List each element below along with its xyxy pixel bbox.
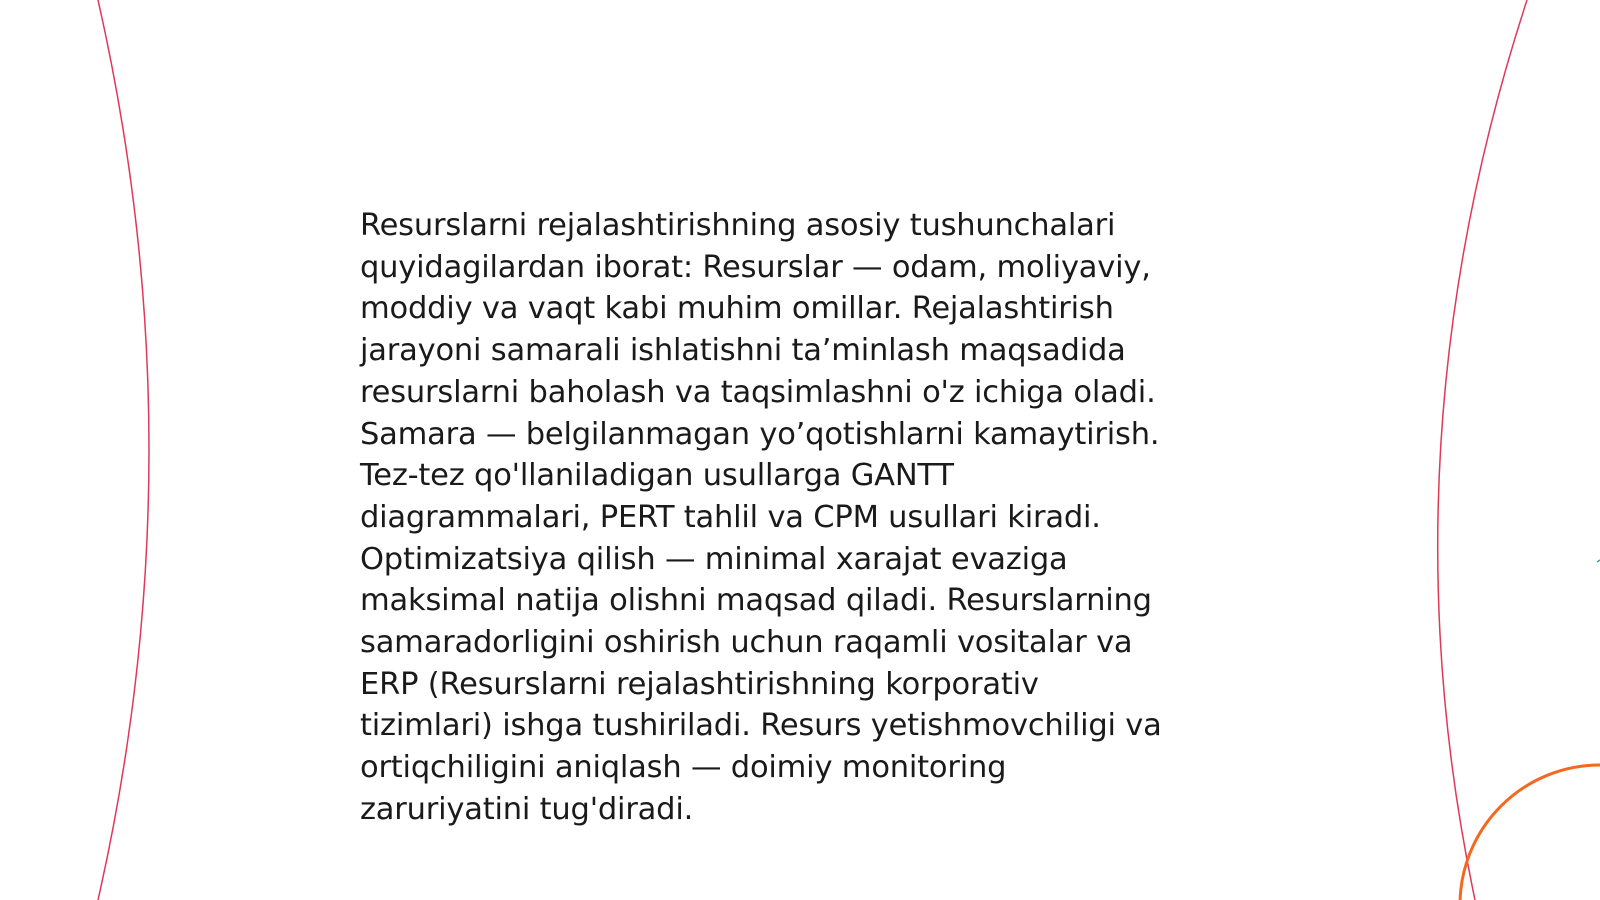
right-arc (1438, 0, 1527, 900)
orange-circle-arc (1460, 765, 1600, 900)
left-arc (98, 0, 149, 900)
body-text: Resurslarni rejalashtirishning asosiy tushunchalari quyidagilardan iborat: Resurslar — odam, moliyaviy, moddiy va vaqt kabi muhim omillar. Rejalashtirish jarayoni samarali ishlatishni ta’minlash maqsadida resurslarni baholash va taqsimlashni o'z ichiga oladi. Samara — belgilanmagan yo’qotishlarni kamaytirish. Tez-tez qo'llaniladigan usullarga GANTT diagrammalari, PERT tahlil va CPM usullari kiradi. Optimizatsiya qilish — minimal xarajat evaziga maksimal natija olishni maqsad qiladi. Resurslarning samaradorligini oshirish uchun raqamli vositalar va ERP (Resurslarni rejalashtirishning korporativ tizimlari) ishga tushiriladi. Resurs yetishmovchiligi va ortiqchiligini aniqlash — doimiy monitoring zaruriyatini tug'diradi. (360, 208, 1162, 827)
